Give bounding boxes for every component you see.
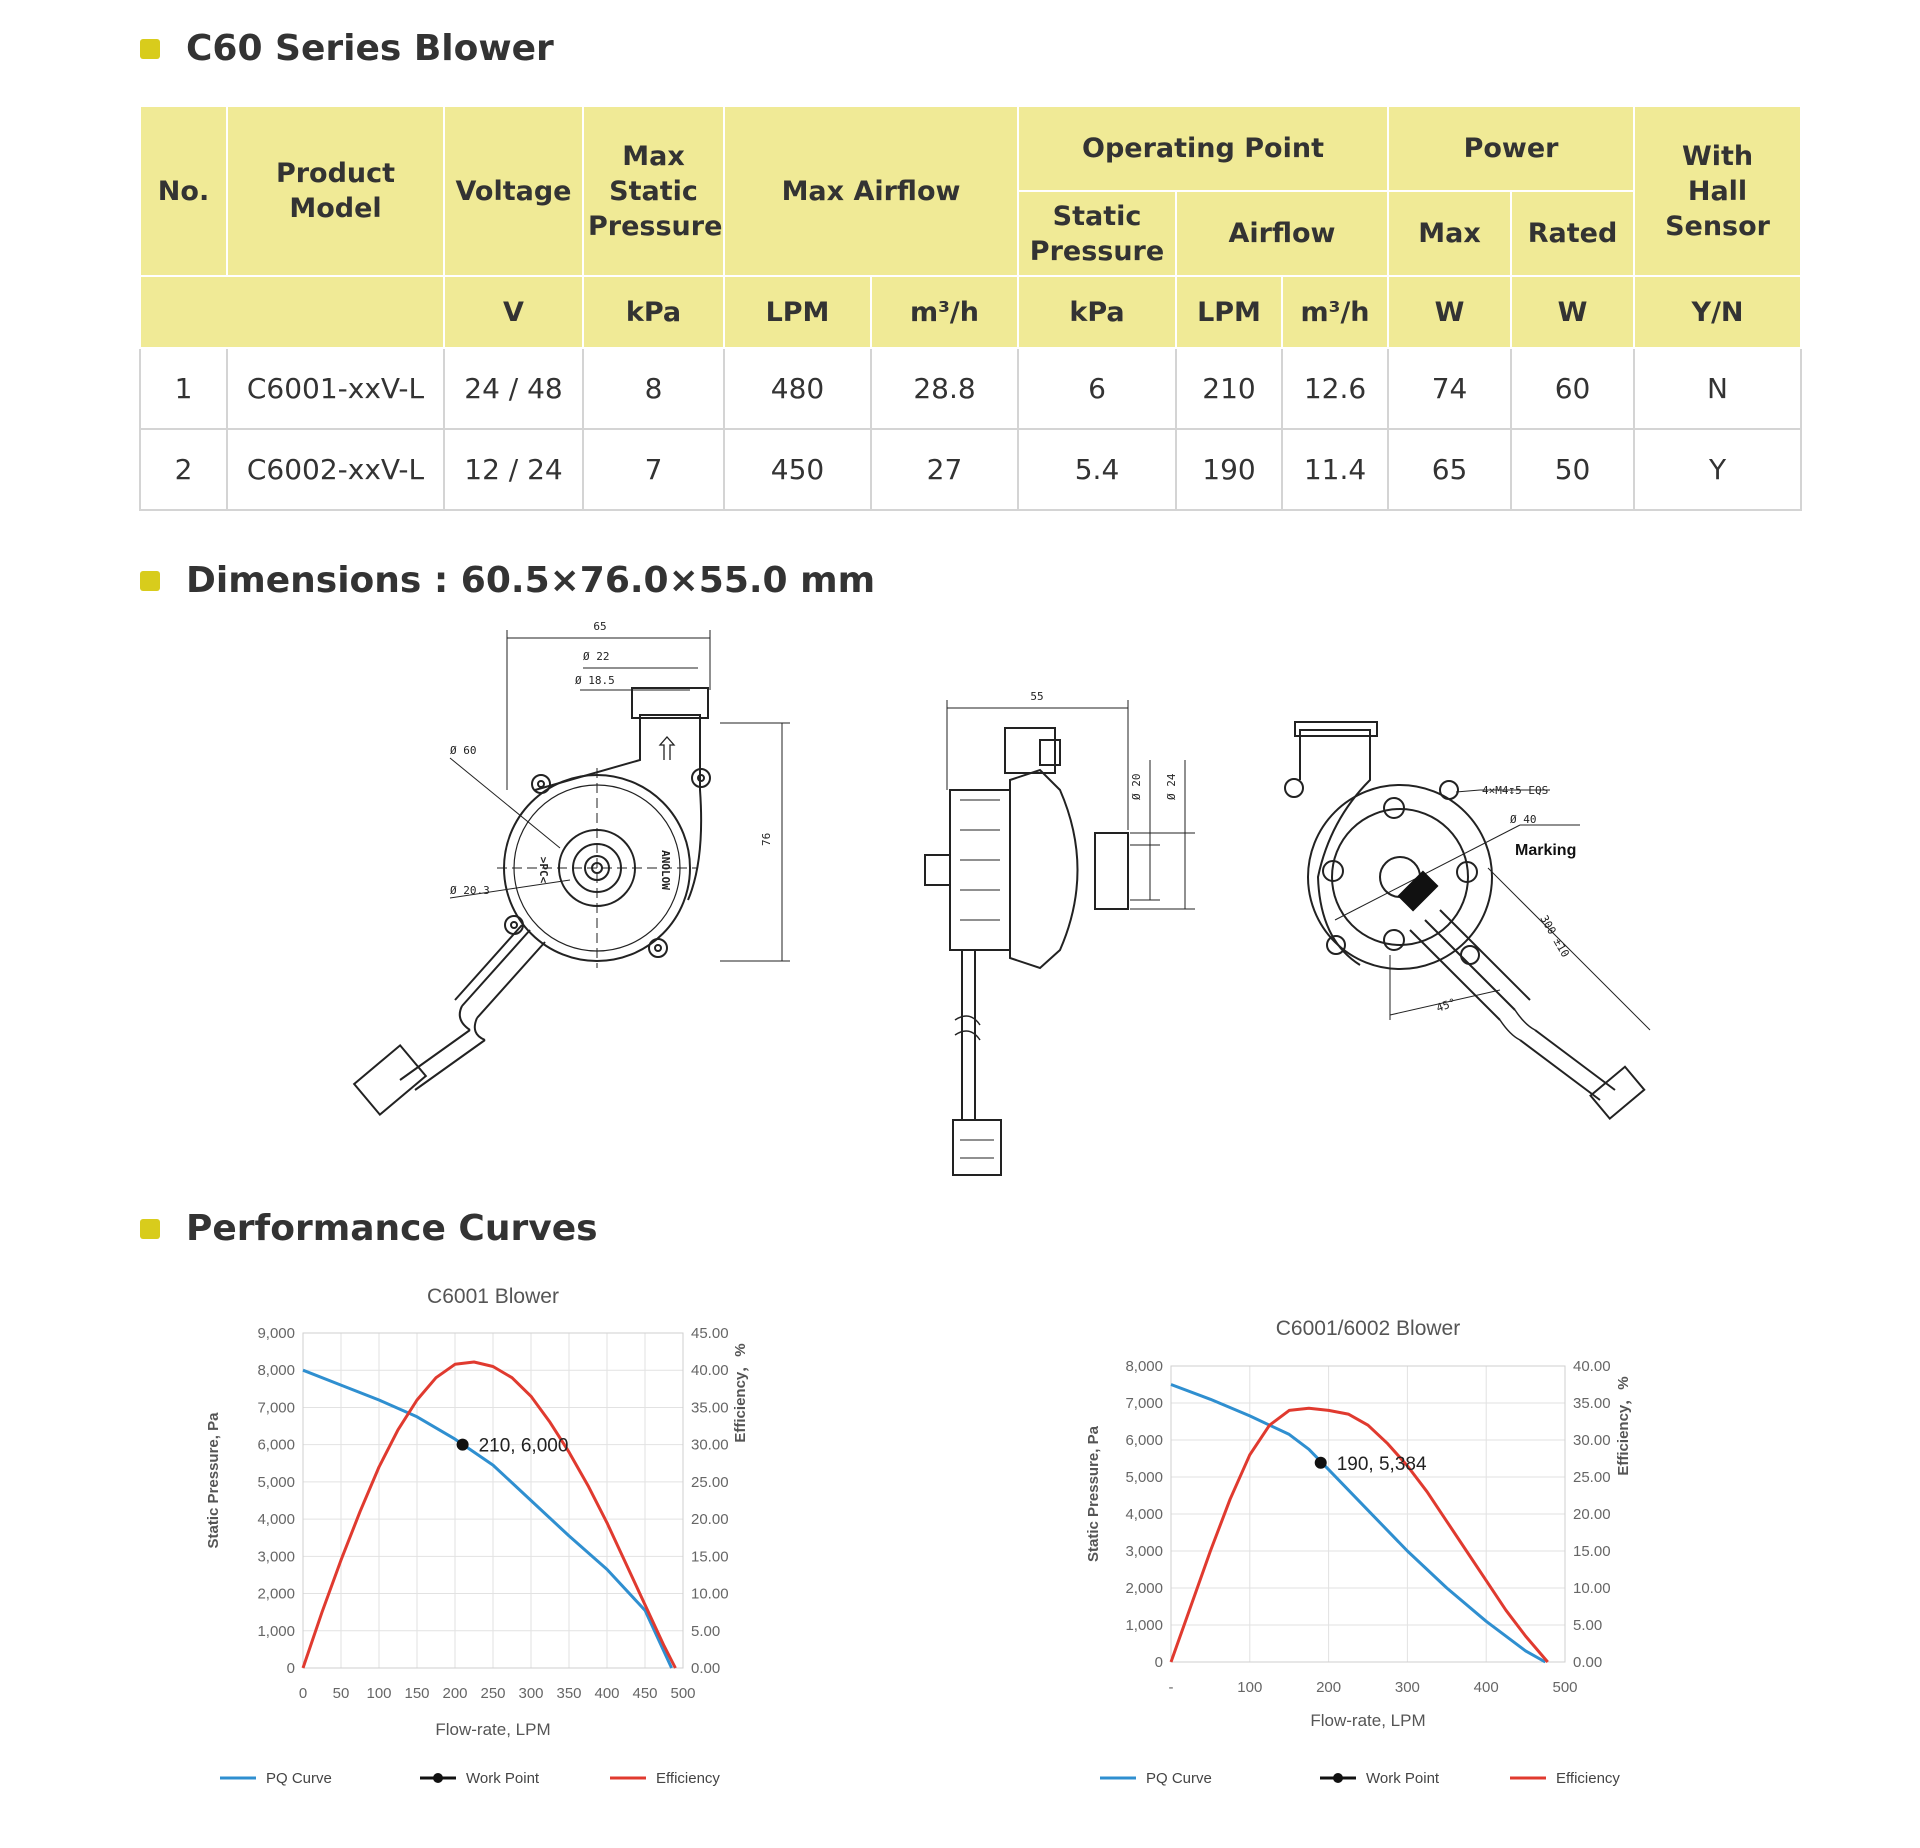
dim-side-d20: Ø 20 [1130, 773, 1143, 800]
y-tick-label: 1,000 [257, 1622, 295, 1640]
cell-model: C6002-xxV-L [227, 429, 444, 510]
y-tick-label: 5,000 [257, 1473, 295, 1491]
header-max-static-pressure: Max Static Pressure [583, 106, 724, 276]
series-section-title [140, 28, 554, 69]
y2-tick-label: 5.00 [691, 1622, 721, 1640]
y-tick-label: 7,000 [1125, 1395, 1163, 1412]
y2-tick-label: 30.00 [691, 1436, 729, 1454]
cell-max-pressure: 7 [583, 429, 724, 510]
x-axis-label: Flow-rate, LPM [435, 1720, 551, 1739]
y-tick-label: 2,000 [1125, 1580, 1163, 1597]
y-tick-label: 8,000 [1125, 1358, 1163, 1375]
y-tick-label: 9,000 [257, 1325, 295, 1342]
bullet-icon [140, 39, 160, 59]
curves-section-title [140, 1208, 598, 1249]
y2-tick-label: 40.00 [1573, 1358, 1611, 1375]
cell-voltage: 24 / 48 [444, 348, 583, 429]
y-axis-label: Static Pressure, Pa [1085, 1426, 1102, 1562]
unit-op-airflow-lpm: LPM [1176, 276, 1282, 348]
y-tick-label: 0 [1154, 1654, 1163, 1671]
cell-no: 1 [140, 348, 227, 429]
spec-table [139, 105, 1802, 511]
x-tick-label: 400 [1473, 1679, 1499, 1696]
dim-front-height: 76 [760, 832, 773, 846]
y2-tick-label: 35.00 [1573, 1395, 1611, 1412]
y-tick-label: 4,000 [1125, 1506, 1163, 1523]
chart-c6001-6002 [1070, 1270, 1850, 1790]
cell-max-m3h: 28.8 [871, 348, 1018, 429]
dimensions-title-text: Dimensions : 60.5×76.0×55.0 mm [186, 560, 876, 601]
y2-tick-label: 35.00 [691, 1399, 729, 1417]
cell-power-rated: 60 [1511, 348, 1634, 429]
y-tick-label: 7,000 [257, 1399, 295, 1417]
y-tick-label: 3,000 [1125, 1543, 1163, 1560]
cell-hall: N [1634, 348, 1801, 429]
unit-power-max: W [1388, 276, 1511, 348]
dim-front-d20-3: Ø 20.3 [450, 884, 490, 897]
work-point-label: 190, 5,384 [1336, 1453, 1427, 1475]
series-title-text: C60 Series Blower [186, 28, 554, 69]
x-tick-label: 350 [556, 1685, 582, 1702]
pq-curve-line [1171, 1385, 1545, 1663]
header-power-rated: Rated [1511, 191, 1634, 276]
dim-front-d60: Ø 60 [450, 744, 477, 757]
x-tick-label: 500 [670, 1685, 696, 1702]
back-view-drawing [1285, 722, 1650, 1119]
marking-label-block [1397, 870, 1438, 911]
dimensions-section-title [140, 560, 875, 601]
header-voltage: Voltage [444, 106, 583, 276]
cell-op-m3h: 12.6 [1282, 348, 1388, 429]
header-op-airflow: Airflow [1176, 191, 1388, 276]
y-tick-label: 1,000 [1125, 1617, 1163, 1634]
x-tick-label: 100 [366, 1685, 392, 1702]
curves-title-text: Performance Curves [186, 1208, 598, 1249]
dim-side-depth: 55 [1030, 690, 1044, 703]
cell-power-max: 74 [1388, 348, 1511, 429]
y-tick-label: 6,000 [1125, 1432, 1163, 1449]
dim-front-width: 65 [593, 620, 607, 633]
legend-work-point-marker [1333, 1773, 1343, 1783]
y2-axis-label: Efficiency，% [1615, 1376, 1632, 1476]
y2-tick-label: 0.00 [1573, 1654, 1603, 1671]
side-view-drawing [925, 700, 1195, 1175]
work-point-label: 210, 6,000 [478, 1435, 569, 1457]
x-tick-label: 450 [632, 1685, 658, 1702]
front-brand-right: ANOLOW [659, 850, 672, 890]
header-units-blank [140, 276, 444, 348]
unit-max-static-pressure: kPa [583, 276, 724, 348]
y2-tick-label: 5.00 [1573, 1617, 1603, 1634]
chart-title: C6001/6002 Blower [1275, 1317, 1461, 1340]
work-point-marker [457, 1439, 469, 1451]
y2-tick-label: 0.00 [691, 1660, 721, 1677]
y2-tick-label: 25.00 [691, 1473, 729, 1491]
cell-no: 2 [140, 429, 227, 510]
cell-power-rated: 50 [1511, 429, 1634, 510]
front-brand-left: >PC< [537, 856, 550, 884]
cell-op-pressure: 6 [1018, 348, 1176, 429]
unit-op-airflow-m3h: m³/h [1282, 276, 1388, 348]
dim-front-d18: Ø 18.5 [575, 674, 615, 687]
y2-tick-label: 15.00 [1573, 1543, 1611, 1560]
x-tick-label: 300 [518, 1685, 544, 1702]
y2-tick-label: 10.00 [691, 1585, 729, 1603]
y-tick-label: 3,000 [257, 1548, 295, 1566]
legend-efficiency-label: Efficiency [1556, 1770, 1620, 1787]
y-tick-label: 4,000 [257, 1511, 295, 1529]
cell-max-lpm: 480 [724, 348, 871, 429]
legend-pq-curve-label: PQ Curve [1146, 1770, 1212, 1787]
cell-max-m3h: 27 [871, 429, 1018, 510]
front-view-drawing [354, 630, 790, 1115]
dim-back-angle: 45° [1434, 995, 1458, 1015]
x-tick-label: 250 [480, 1685, 506, 1702]
x-tick-label: 100 [1237, 1679, 1263, 1696]
legend-efficiency-label: Efficiency [656, 1770, 720, 1787]
x-tick-label: 200 [1316, 1679, 1342, 1696]
dimension-drawings [0, 600, 1920, 1180]
legend-work-point-marker [433, 1773, 443, 1783]
dim-back-screws: 4×M4↧5 EQS [1482, 784, 1549, 797]
x-tick-label: 200 [442, 1685, 468, 1702]
unit-max-airflow-lpm: LPM [724, 276, 871, 348]
y2-tick-label: 40.00 [691, 1362, 729, 1380]
unit-op-static-pressure: kPa [1018, 276, 1176, 348]
x-tick-label: 500 [1552, 1679, 1578, 1696]
y-tick-label: 8,000 [257, 1362, 295, 1380]
x-tick-label: 50 [332, 1685, 350, 1702]
y-axis-label: Static Pressure, Pa [205, 1412, 222, 1549]
y-tick-label: 6,000 [257, 1436, 295, 1454]
cell-power-max: 65 [1388, 429, 1511, 510]
y-tick-label: 2,000 [257, 1585, 295, 1603]
table-row [140, 348, 1801, 429]
legend-work-point-label: Work Point [1366, 1770, 1440, 1787]
bullet-icon [140, 1219, 160, 1239]
y2-tick-label: 20.00 [691, 1511, 729, 1529]
header-no: No. [140, 106, 227, 276]
y2-tick-label: 15.00 [691, 1548, 729, 1566]
y2-tick-label: 25.00 [1573, 1469, 1611, 1486]
unit-hall: Y/N [1634, 276, 1801, 348]
cell-op-lpm: 190 [1176, 429, 1282, 510]
legend-pq-curve-label: PQ Curve [266, 1770, 332, 1787]
header-max-airflow: Max Airflow [724, 106, 1018, 276]
dim-back-marking: Marking [1515, 842, 1577, 859]
x-tick-label: 150 [404, 1685, 430, 1702]
dim-side-d24: Ø 24 [1165, 773, 1178, 800]
y-tick-label: 5,000 [1125, 1469, 1163, 1486]
x-axis-label: Flow-rate, LPM [1310, 1711, 1426, 1730]
cell-op-pressure: 5.4 [1018, 429, 1176, 510]
y2-tick-label: 45.00 [691, 1325, 729, 1342]
x-tick-label: 0 [298, 1685, 308, 1702]
header-hall-sensor: With Hall Sensor [1634, 106, 1801, 276]
cell-model: C6001-xxV-L [227, 348, 444, 429]
table-row [140, 429, 1801, 510]
cell-voltage: 12 / 24 [444, 429, 583, 510]
cell-max-lpm: 450 [724, 429, 871, 510]
chart-title: C6001 Blower [427, 1285, 559, 1308]
work-point-marker [1315, 1457, 1327, 1469]
dim-back-cable: 300 ±10 [1537, 913, 1572, 960]
y2-axis-label: Efficiency，% [732, 1343, 749, 1443]
dim-back-d40: Ø 40 [1510, 813, 1537, 826]
legend-work-point-label: Work Point [466, 1770, 540, 1787]
dim-front-d22: Ø 22 [583, 650, 610, 663]
unit-power-rated: W [1511, 276, 1634, 348]
y-tick-label: 0 [286, 1660, 295, 1677]
y2-tick-label: 20.00 [1573, 1506, 1611, 1523]
cell-max-pressure: 8 [583, 348, 724, 429]
cell-hall: Y [1634, 429, 1801, 510]
header-power-max: Max [1388, 191, 1511, 276]
chart-c6001 [190, 1270, 970, 1790]
y2-tick-label: 30.00 [1573, 1432, 1611, 1449]
bullet-icon [140, 571, 160, 591]
y2-tick-label: 10.00 [1573, 1580, 1611, 1597]
x-tick-label: - [1168, 1679, 1174, 1696]
cell-op-lpm: 210 [1176, 348, 1282, 429]
header-model: Product Model [227, 106, 444, 276]
unit-max-airflow-m3h: m³/h [871, 276, 1018, 348]
header-operating-point: Operating Point [1018, 106, 1388, 191]
header-power: Power [1388, 106, 1634, 191]
x-tick-label: 400 [594, 1685, 620, 1702]
cell-op-m3h: 11.4 [1282, 429, 1388, 510]
x-tick-label: 300 [1394, 1679, 1420, 1696]
unit-voltage: V [444, 276, 583, 348]
header-op-static-pressure: Static Pressure [1018, 191, 1176, 276]
